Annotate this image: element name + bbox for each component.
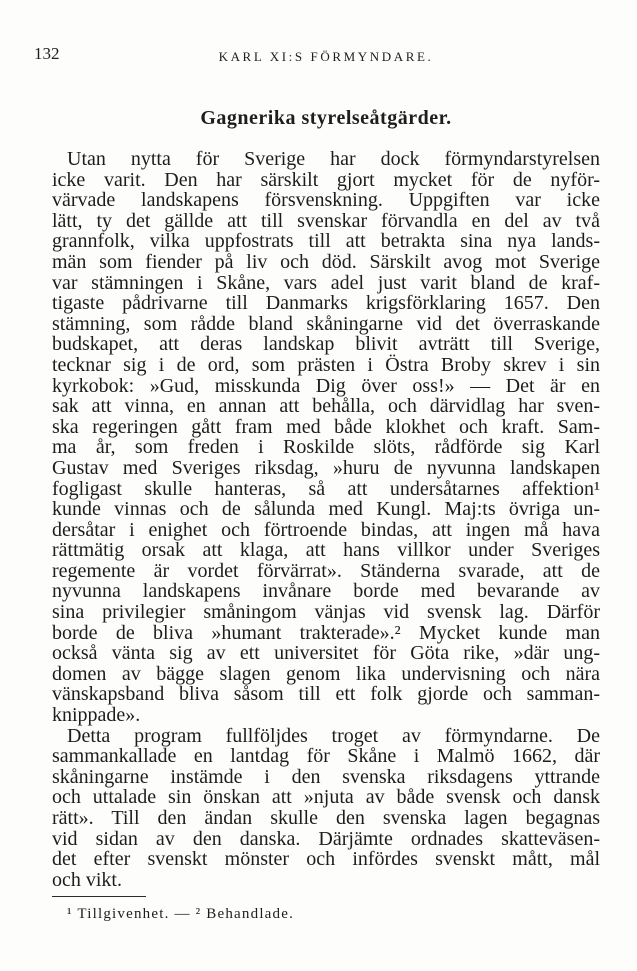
- text-line: icke varit. Den har särskilt gjort mycket för de nyför-: [52, 168, 600, 191]
- text-line: män som fiender på liv och död. Särskilt avog mot Sverige: [52, 250, 600, 273]
- text-line: och uttalade sin önskan att »njuta av både svensk och dansk: [52, 786, 600, 809]
- text-line: ma år, som freden i Roskilde slöts, rådförde sig Karl: [52, 436, 600, 459]
- text-line: Utan nytta för Sverige har dock förmyndarstyrelsen: [67, 148, 600, 170]
- text-line: också vänta sig av ett universitet för Göta rike, »där ung-: [52, 642, 600, 665]
- running-head: KARL XI:S FÖRMYNDARE.: [218, 49, 434, 64]
- paragraph: [52, 149, 600, 726]
- paragraph: [52, 726, 600, 891]
- footnotes: [67, 905, 294, 923]
- text-line: grannfolk, vilka uppfostrats till att betrakta sina nya lands-: [52, 230, 600, 253]
- text-line: kyrkobok: »Gud, misskunda Dig över oss!» — Det är en: [52, 374, 600, 397]
- text-line: sina privilegier småningom vänjas vid svensk lag. Därför: [52, 601, 600, 624]
- text-line: budskapet, att deras landskap blivit avträtt till Sverige,: [52, 333, 600, 356]
- footnote-text: Behandlade.: [206, 906, 295, 922]
- section-title: Gagnerika styrelseåtgärder.: [200, 107, 452, 129]
- footnote-marker: ²: [195, 906, 202, 922]
- text-line: sammankallade en lantdag för Skåne i Malmö 1662, där: [52, 745, 600, 768]
- text-line: rätt». Till den ändan skulle den svenska lagen begagnas: [52, 807, 600, 829]
- text-line: nyvunna landskapens invånare borde med bevarande av: [52, 580, 600, 603]
- text-line: dersåtar i enighet och förtroende bindas, att ingen må hava: [52, 518, 600, 541]
- text-line: ska regeringen gått fram med både klokhet och kraft. Sam-: [52, 415, 600, 438]
- text-line: sak att vinna, en annan att behålla, och därvidlag har sven-: [52, 395, 600, 418]
- text-line: Detta program fullföljdes troget av förmyndarne. De: [67, 724, 600, 747]
- text-line: det efter svenskt mönster och infördes svenskt mått, mål: [52, 848, 600, 871]
- page-number: 132: [34, 44, 60, 63]
- text-line: tigaste pådrivarne till Danmarks krigsförklaring 1657. Den: [52, 292, 600, 315]
- text-line: kunde vinnas och de sålunda med Kungl. Maj:ts övriga un-: [52, 498, 600, 521]
- text-line: värvade landskapens försvenskning. Uppgiften var icke: [52, 189, 600, 212]
- text-line: regemente är vordet förvärrat». Ständerna svarade, att de: [52, 559, 600, 582]
- text-line: Gustav med Sveriges riksdag, »huru de nyvunna landskapen: [52, 456, 600, 479]
- footnote-separator: —: [174, 906, 191, 922]
- text-line: tecknar sig i de ord, som prästen i Östra Broby skrev i sin: [52, 353, 600, 376]
- text-line: lätt, ty det gällde att till svenskar förvandla en del av två: [52, 209, 600, 232]
- text-line: vänskapsband bliva såsom till ett folk gjorde och samman-: [52, 683, 600, 706]
- text-line: och vikt.: [52, 868, 122, 891]
- text-line: fogligast skulle hanteras, så att undersåtarnes affektion¹: [52, 477, 600, 500]
- text-line: vid sidan av den danska. Därjämte ordnades skatteväsen-: [52, 827, 600, 850]
- text-line: stämning, som rådde bland skåningarne vid det överraskande: [52, 312, 600, 335]
- footnote-text: Tillgivenhet.: [77, 906, 170, 922]
- text-line: skåningarne instämde i den svenska riksdagens yttrande: [52, 765, 600, 788]
- body-text: [52, 149, 600, 890]
- footnote-marker: ¹: [67, 906, 73, 922]
- text-line: rättmätig orsak att klaga, att hans villkor under Sveriges: [52, 539, 600, 562]
- text-line: domen av bägge slagen genom lika undervisning och nära: [52, 662, 600, 685]
- footnote-rule: [52, 896, 146, 897]
- text-line: knippade».: [52, 704, 141, 727]
- text-line: borde de bliva »humant trakterade».² Mycket kunde man: [52, 621, 600, 644]
- text-line: var stämningen i Skåne, vars adel just varit bland de kraf-: [52, 271, 600, 294]
